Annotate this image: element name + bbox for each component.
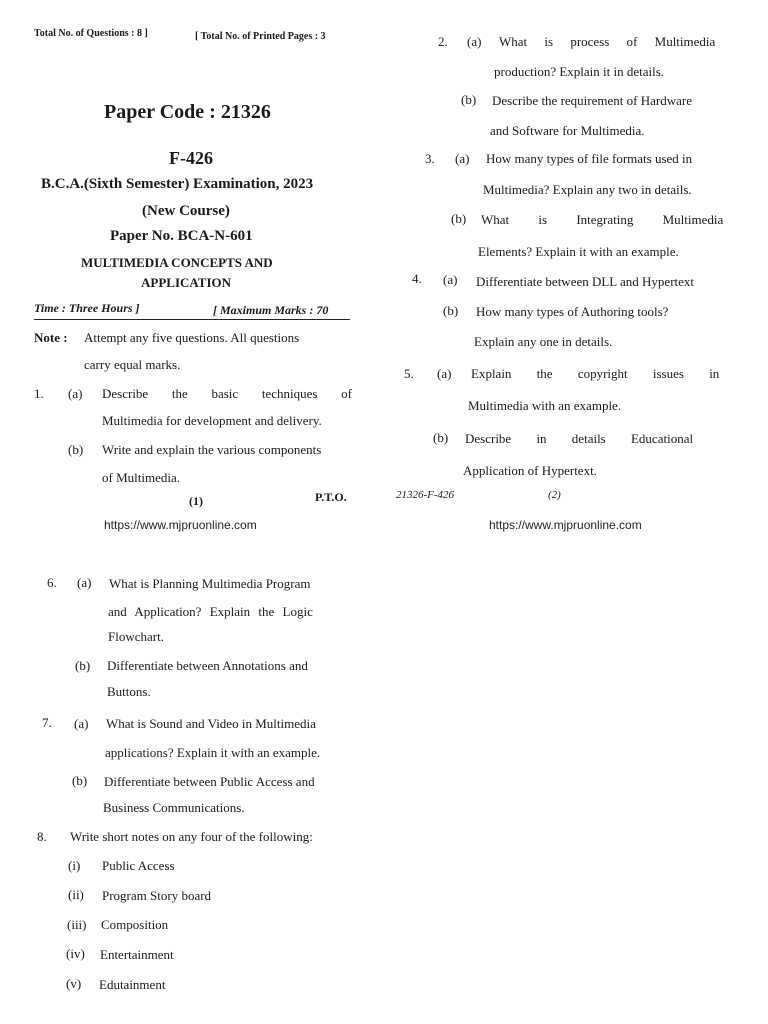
- q8-item-label: (i): [68, 858, 81, 873]
- q2b-label: (b): [461, 92, 477, 107]
- q5b-label: (b): [433, 430, 449, 445]
- q8-item-label: (v): [66, 976, 82, 991]
- paper-code: Paper Code : 21326: [104, 101, 271, 123]
- q4b-line-2: Explain any one in details.: [474, 334, 613, 349]
- header-rule: [34, 319, 350, 320]
- subject-line-1: MULTIMEDIA CONCEPTS AND: [81, 255, 273, 270]
- q3-number: 3.: [425, 151, 435, 166]
- exam-title: B.C.A.(Sixth Semester) Examination, 2023: [41, 176, 314, 192]
- q3b-label: (b): [451, 211, 467, 226]
- q3a-label: (a): [455, 151, 470, 166]
- q1b-line-1: Write and explain the various components: [102, 442, 322, 457]
- q6-number: 6.: [47, 575, 57, 590]
- note-label: Note :: [34, 330, 68, 345]
- q4-number: 4.: [412, 271, 422, 286]
- q3a-line-1: How many types of file formats used in: [486, 151, 693, 166]
- q3a-line-2: Multimedia? Explain any two in details.: [483, 182, 692, 197]
- q4b-line-1: How many types of Authoring tools?: [476, 304, 669, 319]
- q6a-line-3: Flowchart.: [108, 629, 164, 644]
- q2-number: 2.: [438, 34, 448, 49]
- q2b-line-2: and Software for Multimedia.: [490, 123, 645, 138]
- q5b-line-1: Describe in details Educational: [465, 431, 694, 446]
- q7a-line-1: What is Sound and Video in Multimedia: [106, 716, 316, 731]
- q6a-line-1: What is Planning Multimedia Program: [109, 576, 311, 591]
- q6a-label: (a): [77, 575, 92, 590]
- q3b-line-1: What is Integrating Multimedia: [481, 212, 724, 227]
- q5a-line-1: Explain the copyright issues in: [471, 366, 720, 381]
- pto: P.T.O.: [315, 490, 347, 504]
- q8-number: 8.: [37, 829, 47, 844]
- q8-text: Write short notes on any four of the following:: [70, 829, 313, 844]
- paper-no: Paper No. BCA-N-601: [110, 228, 253, 244]
- q5a-label: (a): [437, 366, 452, 381]
- total-questions: Total No. of Questions : 8 ]: [34, 28, 148, 39]
- q7a-label: (a): [74, 716, 89, 731]
- q8-item-label: (ii): [68, 887, 84, 902]
- q7b-label: (b): [72, 773, 88, 788]
- q8-item-text: Composition: [101, 917, 169, 932]
- f-code: F-426: [169, 148, 213, 168]
- url-link-1[interactable]: https://www.mjpruonline.com: [104, 518, 257, 532]
- q8-item-label: (iv): [66, 946, 85, 961]
- page-number-1: (1): [189, 494, 203, 508]
- max-marks: [ Maximum Marks : 70: [213, 303, 329, 317]
- q4a-label: (a): [443, 272, 458, 287]
- note-text-2: carry equal marks.: [84, 357, 181, 372]
- q3b-line-2: Elements? Explain it with an example.: [478, 244, 679, 259]
- q8-item-text: Entertainment: [100, 947, 174, 962]
- footer-code: 21326-F-426: [396, 489, 455, 501]
- q6b-label: (b): [75, 658, 91, 673]
- q8-item-text: Public Access: [102, 858, 175, 873]
- q6a-line-2: and Application? Explain the Logic: [108, 604, 313, 619]
- q2a-label: (a): [467, 34, 482, 49]
- q2a-line-2: production? Explain it in details.: [494, 64, 665, 79]
- q8-item-label: (iii): [67, 917, 87, 932]
- q6b-line-2: Buttons.: [107, 684, 151, 699]
- q5b-line-2: Application of Hypertext.: [463, 463, 597, 478]
- course: (New Course): [142, 203, 230, 219]
- q7a-line-2: applications? Explain it with an example.: [105, 745, 321, 760]
- note-text: Attempt any five questions. All questions: [84, 330, 300, 345]
- time: Time : Three Hours ]: [34, 301, 140, 315]
- url-link-2[interactable]: https://www.mjpruonline.com: [489, 518, 642, 532]
- q2a-line-1: What is process of Multimedia: [499, 34, 716, 49]
- q1-number: 1.: [34, 386, 44, 401]
- q7-number: 7.: [42, 715, 52, 730]
- q1a-line-2: Multimedia for development and delivery.: [102, 413, 322, 428]
- q2b-line-1: Describe the requirement of Hardware: [492, 93, 692, 108]
- q4a-line-1: Differentiate between DLL and Hypertext: [476, 274, 695, 289]
- q8-item-text: Program Story board: [102, 888, 212, 903]
- q5-number: 5.: [404, 366, 414, 381]
- q4b-label: (b): [443, 303, 459, 318]
- q6b-line-1: Differentiate between Annotations and: [107, 658, 308, 673]
- q7b-line-2: Business Communications.: [103, 800, 245, 815]
- q1a-label: (a): [68, 386, 83, 401]
- page-number-2: (2): [548, 489, 561, 501]
- q8-item-text: Edutainment: [99, 977, 166, 992]
- q1a-line-1: Describe the basic techniques of: [102, 386, 352, 401]
- total-pages: [ Total No. of Printed Pages : 3: [195, 31, 326, 42]
- q1b-label: (b): [68, 442, 84, 457]
- q5a-line-2: Multimedia with an example.: [468, 398, 622, 413]
- q7b-line-1: Differentiate between Public Access and: [104, 774, 315, 789]
- subject-line-2: APPLICATION: [141, 275, 232, 290]
- q1b-line-2: of Multimedia.: [102, 470, 180, 485]
